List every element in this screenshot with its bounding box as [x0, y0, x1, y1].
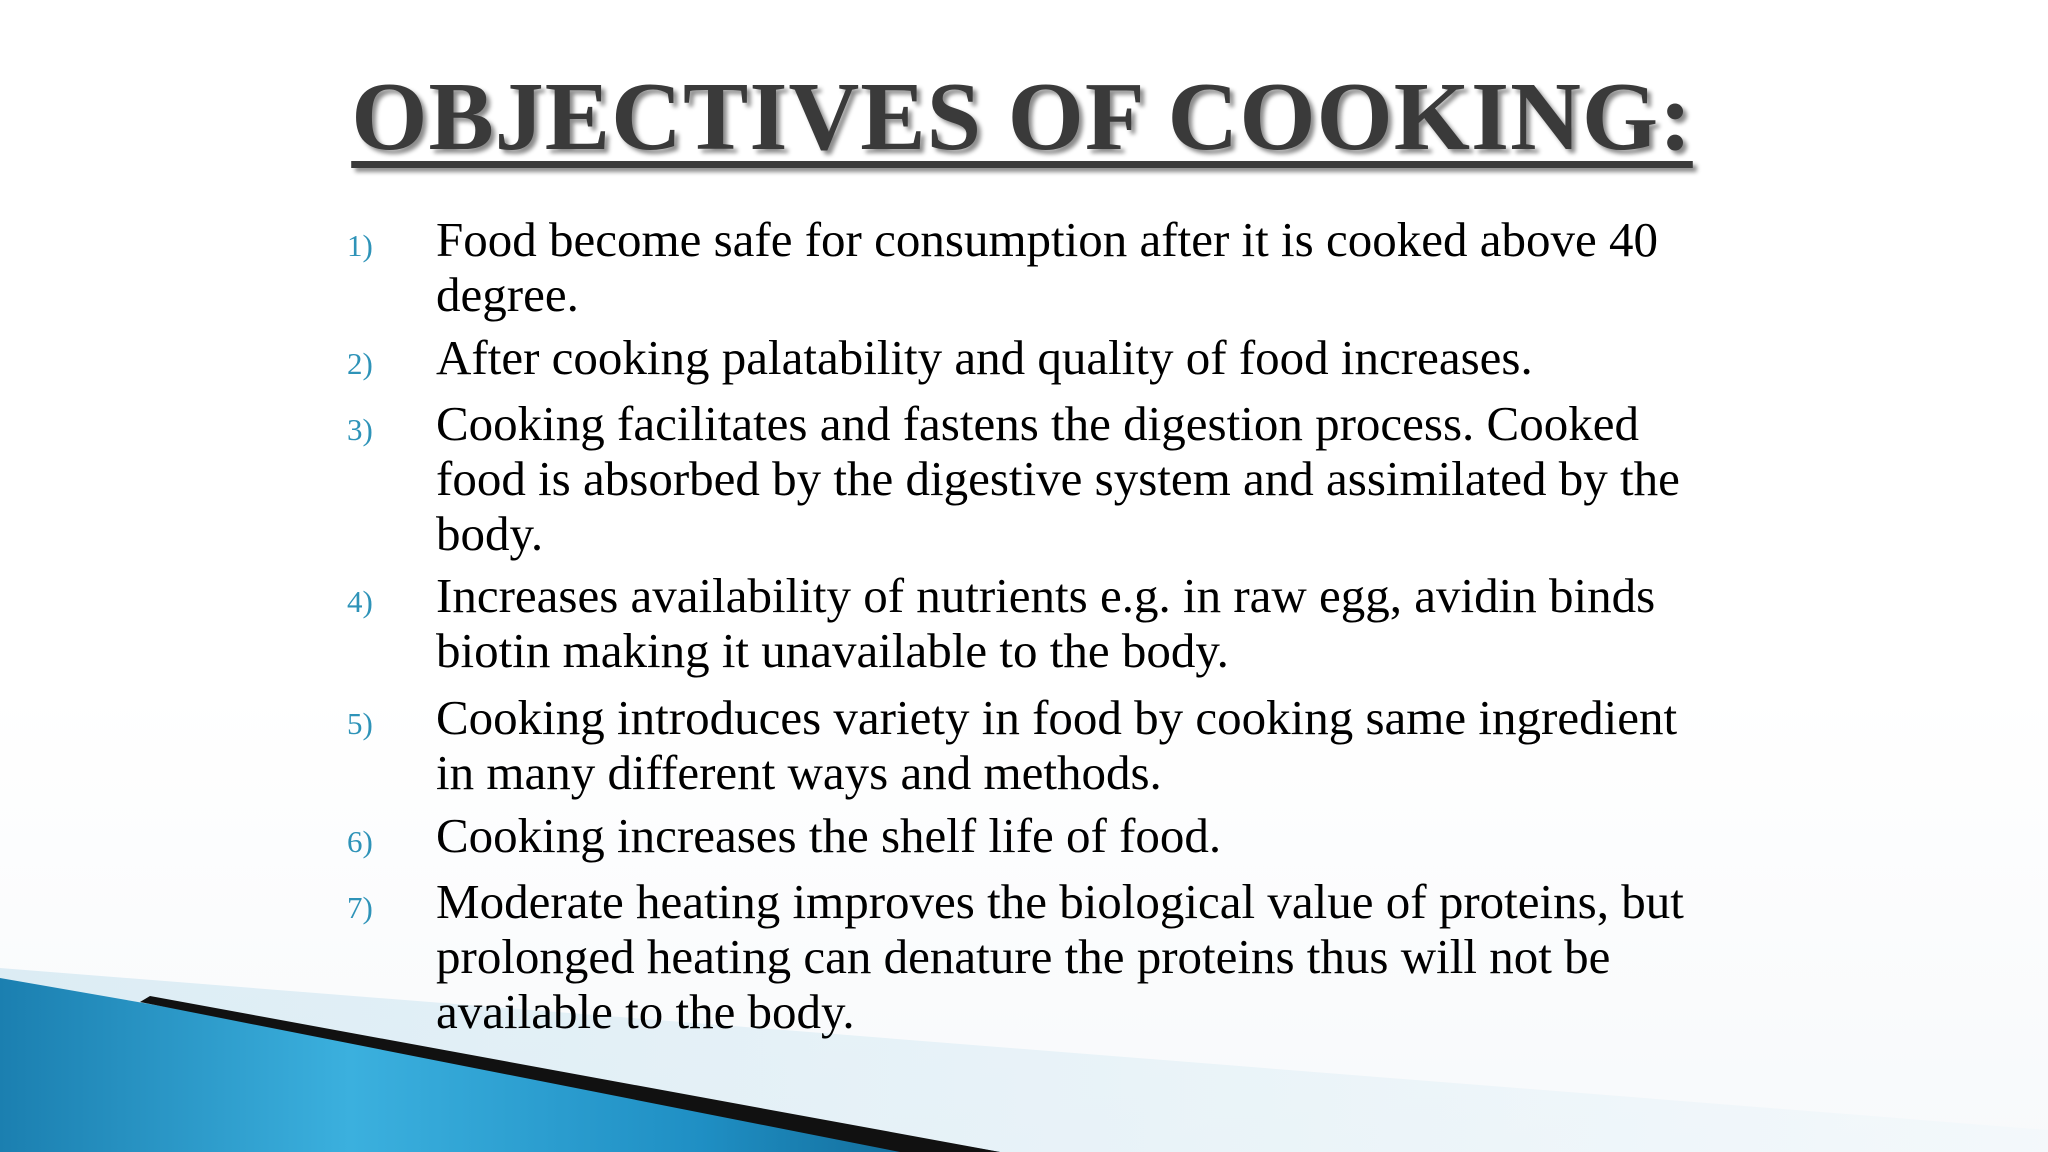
- slide-title-text: OBJECTIVES OF COOKING:: [351, 63, 1693, 171]
- list-item-text: Cooking increases the shelf life of food.: [436, 808, 1222, 863]
- list-item-number: 2): [347, 346, 373, 381]
- list-item-number: 7): [347, 890, 373, 925]
- list-item-text: After cooking palatability and quality of food increases.: [436, 330, 1533, 385]
- list-item-text: Cooking facilitates and fastens the digestion process. Cooked food is absorbed by the digestive system and assimilated by the body.: [436, 396, 1680, 561]
- list-item-text: Food become safe for consumption after it is cooked above 40 degree.: [436, 212, 1658, 322]
- list-item-number: 6): [347, 824, 373, 859]
- list-item-number: 3): [347, 412, 373, 447]
- list-item-number: 4): [347, 584, 373, 619]
- list-item-number: 5): [347, 706, 373, 741]
- list-item-text: Moderate heating improves the biological value of proteins, but prolonged heating can denature the proteins thus will not be available to the body.: [436, 874, 1684, 1039]
- list-item-text: Cooking introduces variety in food by cooking same ingredient in many different ways and methods.: [436, 690, 1678, 800]
- list-item-text: Increases availability of nutrients e.g. in raw egg, avidin binds biotin making it unavailable to the body.: [436, 568, 1656, 678]
- list-item-number: 1): [347, 228, 373, 263]
